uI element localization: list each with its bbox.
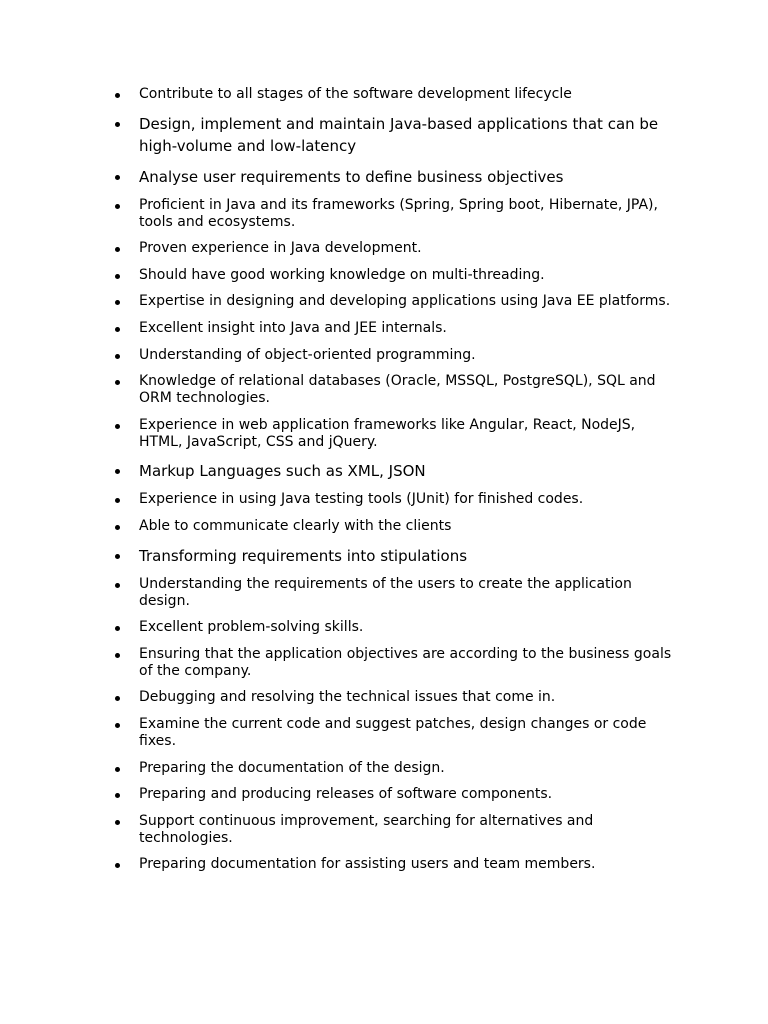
- list-item: [112, 646, 672, 680]
- bullet-icon: [115, 469, 120, 474]
- bullet-icon: [115, 498, 120, 503]
- list-item-text: Excellent problem-solving skills.: [139, 619, 364, 636]
- list-item: [112, 166, 672, 188]
- list-item: [112, 856, 672, 873]
- list-item: [112, 417, 672, 451]
- bullet-icon: [115, 204, 120, 209]
- bullet-icon: [115, 122, 120, 127]
- bullet-icon: [115, 723, 120, 728]
- list-item: [112, 619, 672, 636]
- list-item: [112, 86, 672, 103]
- list-item-text: Debugging and resolving the technical issues that come in.: [139, 689, 556, 706]
- list-item-text: Knowledge of relational databases (Oracle, MSSQL, PostgreSQL), SQL and ORM technologies.: [139, 373, 656, 407]
- list-item: [112, 491, 672, 508]
- bullet-icon: [115, 863, 120, 868]
- list-item: [112, 518, 672, 535]
- list-item-text: Experience in using Java testing tools (JUnit) for finished codes.: [139, 491, 584, 508]
- bullet-icon: [115, 554, 120, 559]
- list-item-text: Experience in web application frameworks like Angular, React, NodeJS, HTML, JavaScript, CSS and jQuery.: [139, 416, 636, 450]
- list-item-text: Understanding the requirements of the users to create the application design.: [139, 575, 632, 609]
- list-item-text: Able to communicate clearly with the clients: [139, 517, 452, 534]
- list-item: [112, 293, 672, 310]
- list-item-text: Support continuous improvement, searching for alternatives and technologies.: [139, 812, 594, 846]
- list-item-text: Should have good working knowledge on multi-threading.: [139, 266, 545, 283]
- list-item: [112, 320, 672, 337]
- list-item-text: Proficient in Java and its frameworks (Spring, Spring boot, Hibernate, JPA), tools and ecosystems.: [139, 196, 658, 230]
- list-item-text: Design, implement and maintain Java-based applications that can be high-volume and low-latency: [139, 114, 659, 155]
- list-item: [112, 460, 672, 482]
- list-item-text: Preparing the documentation of the design.: [139, 759, 445, 776]
- bullet-icon: [115, 274, 120, 279]
- list-item-text: Ensuring that the application objectives are according to the business goals of the company.: [139, 645, 672, 679]
- list-item-text: Excellent insight into Java and JEE internals.: [139, 319, 447, 336]
- list-item: [112, 240, 672, 257]
- list-item: [112, 786, 672, 803]
- bullet-icon: [115, 247, 120, 252]
- bullet-icon: [115, 424, 120, 429]
- list-item: [112, 813, 672, 847]
- list-item-text: Proven experience in Java development.: [139, 240, 422, 257]
- bullet-icon: [115, 626, 120, 631]
- list-item: [112, 113, 672, 157]
- list-item-text: Analyse user requirements to define business objectives: [139, 167, 564, 186]
- bullet-list: [112, 86, 672, 883]
- bullet-icon: [115, 583, 120, 588]
- list-item-text: Preparing and producing releases of software components.: [139, 786, 553, 803]
- bullet-icon: [115, 767, 120, 772]
- bullet-icon: [115, 175, 120, 180]
- bullet-icon: [115, 793, 120, 798]
- bullet-icon: [115, 93, 120, 98]
- list-item-text: Preparing documentation for assisting users and team members.: [139, 856, 596, 873]
- list-item-text: Expertise in designing and developing applications using Java EE platforms.: [139, 293, 671, 310]
- list-item-text: Markup Languages such as XML, JSON: [139, 462, 426, 481]
- list-item: [112, 267, 672, 284]
- list-item: [112, 760, 672, 777]
- list-item: [112, 576, 672, 610]
- bullet-icon: [115, 354, 120, 359]
- list-item: [112, 545, 672, 567]
- bullet-icon: [115, 653, 120, 658]
- bullet-icon: [115, 380, 120, 385]
- bullet-icon: [115, 300, 120, 305]
- bullet-icon: [115, 696, 120, 701]
- list-item-text: Examine the current code and suggest patches, design changes or code fixes.: [139, 715, 647, 749]
- list-item-text: Contribute to all stages of the software development lifecycle: [139, 86, 572, 102]
- list-item-text: Understanding of object-oriented programming.: [139, 346, 476, 363]
- list-item: [112, 373, 672, 407]
- bullet-icon: [115, 327, 120, 332]
- list-item: [112, 716, 672, 750]
- list-item: [112, 347, 672, 364]
- bullet-icon: [115, 820, 120, 825]
- bullet-icon: [115, 525, 120, 530]
- list-item-text: Transforming requirements into stipulations: [139, 546, 468, 565]
- list-item: [112, 689, 672, 706]
- list-item: [112, 197, 672, 231]
